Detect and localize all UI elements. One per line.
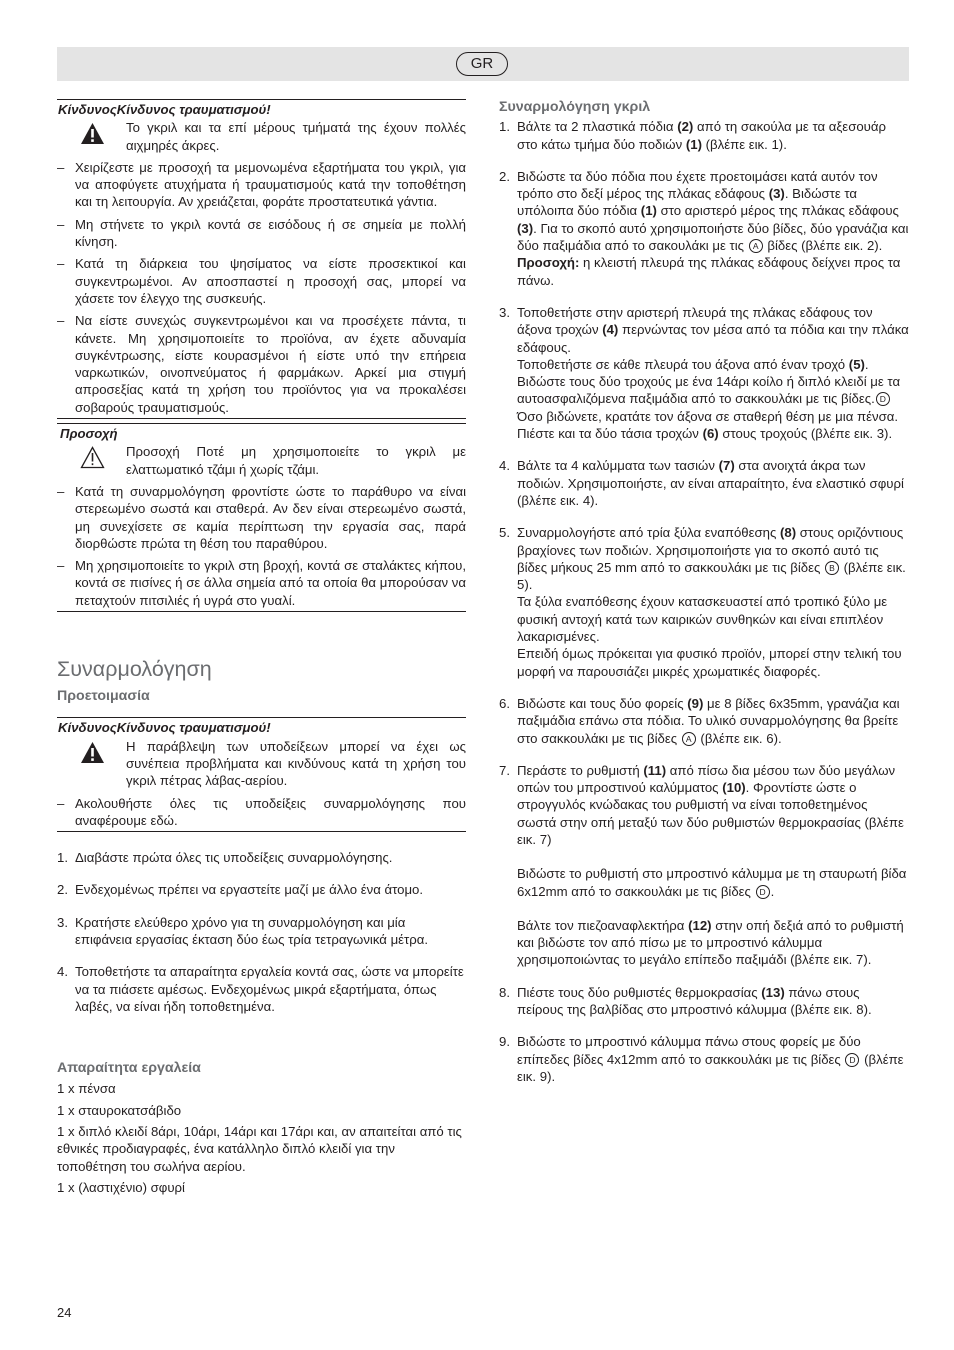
- right-column: [499, 99, 909, 1085]
- bullet-text: Χειρίζεστε με προσοχή τα μεμονωμένα εξαρτήματα του γκριλ, για να αποφύγετε ατυχήματα ή τραυματισμούς κατά την τοποθέτηση και τη λειτουργία. Αν χρειάζεται, φοράτε προστατευτικά γάντια.: [75, 159, 466, 210]
- step-paragraph: Περάστε το ρυθμιστή (11) από πίσω δια μέσου των δύο μεγάλων οπών του μπροστινού καλύμματος (10). Φροντίστε ώστε ο στρογγυλός κνώδακας του ρυθμιστή να είναι τοποθετημένος σωστά στην οπή μεταξύ των δύο ρυθμιστών θερμοκρασίας (βλέπε εικ. 7): [517, 762, 904, 847]
- warning-title: ΚίνδυνοςΚίνδυνος τραυματισμού!: [58, 720, 271, 736]
- bullet-item: [57, 255, 466, 307]
- step-paragraph: Τα ξύλα εναπόθεσης έχουν κατασκευαστεί από τροπικό ξύλο με φυσική αντοχή κατά των καιρικών συνθηκών και είναι επιπλέον λακαρισμένες.: [517, 594, 888, 645]
- step-text: [517, 695, 909, 747]
- bullet-dash: –: [57, 483, 65, 499]
- warning-box-caution: [57, 423, 466, 612]
- step-paragraph: Πιέστε και τα δύο τάσια τροχών (6) στους τροχούς (βλέπε εικ. 3).: [517, 426, 893, 442]
- step-number: 1.: [499, 119, 510, 135]
- step-text: Κρατήστε ελεύθερο χρόνο για τη συναρμολόγηση και μία επιφάνεια εργασίας έκταση δύο έως τρία τετραγωνικά μέτρα.: [75, 914, 429, 947]
- bullet-dash: –: [57, 216, 65, 232]
- preparation-steps: [57, 849, 466, 1015]
- warning-box-preparation: [57, 717, 466, 832]
- tool-item: 1 x σταυροκατσάβιδο: [57, 1102, 182, 1118]
- preparation-step: [57, 881, 466, 898]
- assembly-step: [499, 168, 909, 289]
- step-paragraph: Επειδή όμως πρόκειται για φυσικό προϊόν, μπορεί στην τελική του μορφή να παρουσιάζει μικρές χρωματικές διαφορές.: [517, 646, 902, 679]
- warning-title: ΚίνδυνοςΚίνδυνος τραυματισμού!: [58, 102, 271, 117]
- step-number: 1.: [57, 850, 68, 866]
- step-number: 9.: [499, 1034, 510, 1050]
- assembly-steps: [499, 118, 909, 1085]
- warning-box-injury: [57, 99, 466, 419]
- tools-list: [57, 1080, 466, 1196]
- assembly-step: [499, 762, 909, 969]
- bullet-item: [57, 795, 466, 830]
- step-text: [517, 524, 909, 680]
- step-number: 7.: [499, 762, 510, 778]
- tool-item: 1 x (λαστιχένιο) σφυρί: [57, 1179, 185, 1195]
- assembly-step: [499, 304, 909, 442]
- bullet-dash: –: [57, 159, 65, 175]
- step-text: Διαβάστε πρώτα όλες τις υποδείξεις συναρμολόγησης.: [75, 850, 393, 866]
- assembly-step: [499, 984, 909, 1019]
- step-paragraph: Βάλτε τα 4 καλύμματα των τασιών (7) στα ανοιχτά άκρα των ποδιών. Χρησιμοποιήστε, αν είναι απαραίτητο, ένα ελαστικό σφυρί (βλέπε εικ. 4).: [517, 458, 904, 508]
- left-column: [57, 99, 466, 1200]
- step-number: 5.: [499, 525, 510, 541]
- step-paragraph: Βάλτε τον πιεζοαναφλεκτήρα (12) στην οπή δεξιά από το ρυθμιστή και βιδώστε τον από πίσω με το μπροστινό κάλυμμα χρησιμοποιώντας το μεγάλο επίπεδο παξιμάδι (βλέπε εικ. 7).: [517, 917, 904, 968]
- preparation-title: Προετοιμασία: [57, 688, 150, 705]
- step-paragraph: Πιέστε τους δύο ρυθμιστές θερμοκρασίας (13) πάνω στους πείρους της βαλβίδας στο μπροστινό κάλυμμα (βλέπε εικ. 8).: [517, 984, 872, 1018]
- bullet-item: [57, 216, 466, 251]
- bullet-dash: –: [57, 313, 65, 329]
- language-badge: GR: [456, 52, 508, 76]
- step-text: [517, 304, 909, 442]
- bullet-dash: –: [57, 558, 65, 574]
- step-number: 6.: [499, 695, 510, 711]
- bullet-item: [57, 557, 466, 609]
- bullet-text: Μη στήνετε το γκριλ κοντά σε εισόδους ή σε σημεία με πολλή κίνηση.: [75, 216, 466, 250]
- step-paragraph: Βιδώστε και τους δύο φορείς (9) με 8 βίδες 6x35mm, γρανάζια και παξιμάδια επάνω στα πόδια. Το υλικό συναρμολόγησης θα βρείτε στο σακκουλάκι με τις βίδες A (βλέπε εικ. 6).: [517, 695, 900, 746]
- danger-triangle-icon: [57, 119, 126, 154]
- bullet-text: Μη χρησιμοποιείτε το γκριλ στη βροχή, κοντά σε σταλάκτες κήπου, κοντά σε πισίνες ή σε άλλα σημεία από τα οποία θα μπορούσαν να πεταχτούν πιτσιλιές ή υγρά στο γυαλί.: [75, 558, 466, 608]
- step-paragraph: Βάλτε τα 2 πλαστικά πόδια (2) από τη σακούλα με τα αξεσουάρ στο κάτω τμήμα δύο ποδιών (1) (βλέπε εικ. 1).: [517, 119, 886, 152]
- warning-intro: Η παράβλεψη των υποδείξεων μπορεί να έχει ως συνέπεια προβλήματα και κινδύνους κατά τη χρήση του γκριλ πέτρας λάβας-αερίου.: [126, 738, 466, 789]
- step-paragraph: Συναρμολογήστε από τρία ξύλα εναπόθεσης (8) στους οριζόντιους βραχίονες των ποδιών. Χρησιμοποιήστε για το σκοπό αυτό τις βίδες μήκους 25 mm από το σακκουλάκι με τις βίδες B (βλέπε εικ. 5).: [517, 525, 906, 593]
- step-number: 2.: [57, 882, 68, 898]
- tool-item: 1 x πένσα: [57, 1081, 116, 1097]
- step-text: Τοποθετήστε τα απαραίτητα εργαλεία κοντά σας, ώστε να μπορείτε να τα πιάσετε αμέσως. Ενδεχομένως μικρά εξαρτήματα, όπως λαβές, να είναι ήδη τοποθετημένα.: [75, 964, 464, 1014]
- tools-title: Απαραίτητα εργαλεία: [57, 1060, 201, 1077]
- step-number: 3.: [57, 914, 68, 930]
- step-text: [517, 1033, 909, 1085]
- tool-item: 1 x διπλό κλειδί 8άρι, 10άρι, 14άρι και 17άρι και, αν απαιτείται από τις εθνικές προδιαγραφές, ένα κατάλληλο διπλό κλειδί για την τοποθέτηση του σωλήνα αερίου.: [57, 1124, 462, 1174]
- step-text: [517, 457, 909, 509]
- bullet-item: [57, 483, 466, 552]
- preparation-step: [57, 914, 466, 949]
- step-number: 4.: [57, 964, 68, 980]
- step-text: [517, 762, 909, 969]
- bullet-text: Κατά τη συναρμολόγηση φροντίστε ώστε το παράθυρο να είναι στερεωμένο σωστά και σταθερά. Αν δεν είναι στερεωμένο σωστά, μη συνεχίσετε σε καμία περίπτωση την εργασία σας, παρά διορθώστε πρώτα τη θέση του παραθύρου.: [75, 483, 466, 551]
- preparation-step: [57, 849, 466, 866]
- bullet-item: [57, 159, 466, 211]
- caution-triangle-icon: [57, 443, 126, 478]
- page-number: 24: [57, 1305, 72, 1320]
- assembly-step: [499, 457, 909, 509]
- step-paragraph: Βιδώστε τους δύο τροχούς με ένα 14άρι κοίλο ή διπλό κλειδί με τα αυτοασφαλιζόμενα παξιμάδια από το σακκουλάκι με τις βίδες. D Όσο βιδώνετε, κρατάτε τον άξονα σε σταθερή θέση με μια πένσα.: [517, 374, 901, 424]
- step-text: Ενδεχομένως πρέπει να εργαστείτε μαζί με άλλο ένα άτομο.: [75, 882, 424, 898]
- step-paragraph: Τοποθετήστε σε κάθε πλευρά του άξονα από έναν τροχό (5).: [517, 356, 869, 372]
- section-title: Συναρμολόγηση: [57, 657, 212, 682]
- step-number: 4.: [499, 458, 510, 474]
- step-number: 3.: [499, 304, 510, 320]
- assembly-title: Συναρμολόγηση γκριλ: [499, 99, 651, 115]
- caution-title: Προσοχή: [60, 426, 118, 442]
- step-text: [517, 118, 909, 153]
- step-text: [517, 168, 909, 289]
- assembly-step: [499, 695, 909, 747]
- assembly-step: [499, 524, 909, 680]
- warning-intro: Το γκριλ και τα επί μέρους τμήματά της έχουν πολλές αιχμηρές άκρες.: [126, 120, 466, 153]
- step-paragraph: Προσοχή: η κλειστή πλευρά της πλάκας εδάφους δείχνει προς τα πάνω.: [517, 255, 901, 288]
- step-paragraph: Βιδώστε τα δύο πόδια που έχετε προετοιμάσει κατά αυτόν τον τρόπο στο δεξί μέρος της πλάκας εδάφους (3). Βιδώστε τα υπόλοιπα δύο πόδια (1) στο αριστερό μέρος της πλάκας εδάφους (3). Για το σκοπό αυτό χρησιμοποιήστε δύο βίδες, δύο γρανάζια και δύο παξιμάδια από το σακουλάκι με τις A βίδες (βλέπε εικ. 2).: [517, 168, 909, 254]
- step-text: [517, 984, 909, 1019]
- step-paragraph: Βιδώστε το μπροστινό κάλυμμα πάνω στους φορείς με δύο επίπεδες βίδες 4x12mm από το σακκουλάκι με τις βίδες D (βλέπε εικ. 9).: [517, 1034, 904, 1084]
- bullet-item: [57, 312, 466, 416]
- preparation-step: [57, 963, 466, 1015]
- caution-intro: Προσοχή Ποτέ μη χρησιμοποιείτε το γκριλ με ελαττωματικό τζάμι ή χωρίς τζάμι.: [126, 444, 466, 477]
- assembly-step: [499, 1033, 909, 1085]
- step-paragraph: Τοποθετήστε στην αριστερή πλευρά της πλάκας εδάφους τον άξονα τροχών (4) περνώντας τον μέσα από τα πόδια και την πλάκα εδάφους.: [517, 304, 909, 355]
- assembly-step: [499, 118, 909, 153]
- danger-triangle-icon: [57, 738, 126, 790]
- bullet-text: Να είστε συνεχώς συγκεντρωμένοι και να προσέχετε πάντα, τι κάνετε. Μη χρησιμοποιείτε το προϊόνα, αν έχετε αδυναμία συγκέντρωσης, είστε κουρασμένοι ή είστε υπό την επήρεια ναρκωτικών, οινοπνεύματος ή φαρμάκων. Αρκεί μια στιγμή απροσεξίας κατά τη χρήση του προϊόντος για να προκαλέσει σοβαρούς τραυματισμούς.: [75, 313, 466, 415]
- bullet-dash: –: [57, 256, 65, 272]
- bullet-dash: –: [57, 795, 65, 811]
- step-number: 8.: [499, 984, 510, 1000]
- step-paragraph: Βιδώστε το ρυθμιστή στο μπροστινό κάλυμμα με τη σταυρωτή βίδα 6x12mm από το σακκουλάκι με τις βίδες D .: [517, 866, 907, 899]
- step-number: 2.: [499, 168, 510, 184]
- bullet-text: Κατά τη διάρκεια του ψησίματος να είστε προσεκτικοί και συγκεντρωμένοι. Αν αποσπαστεί η προσοχή σας, μπορεί να χάσετε τον έλεγχο της συσκευής.: [75, 256, 466, 306]
- bullet-text: Ακολουθήστε όλες τις υποδείξεις συναρμολόγησης που αναφέρουμε εδώ.: [75, 795, 466, 828]
